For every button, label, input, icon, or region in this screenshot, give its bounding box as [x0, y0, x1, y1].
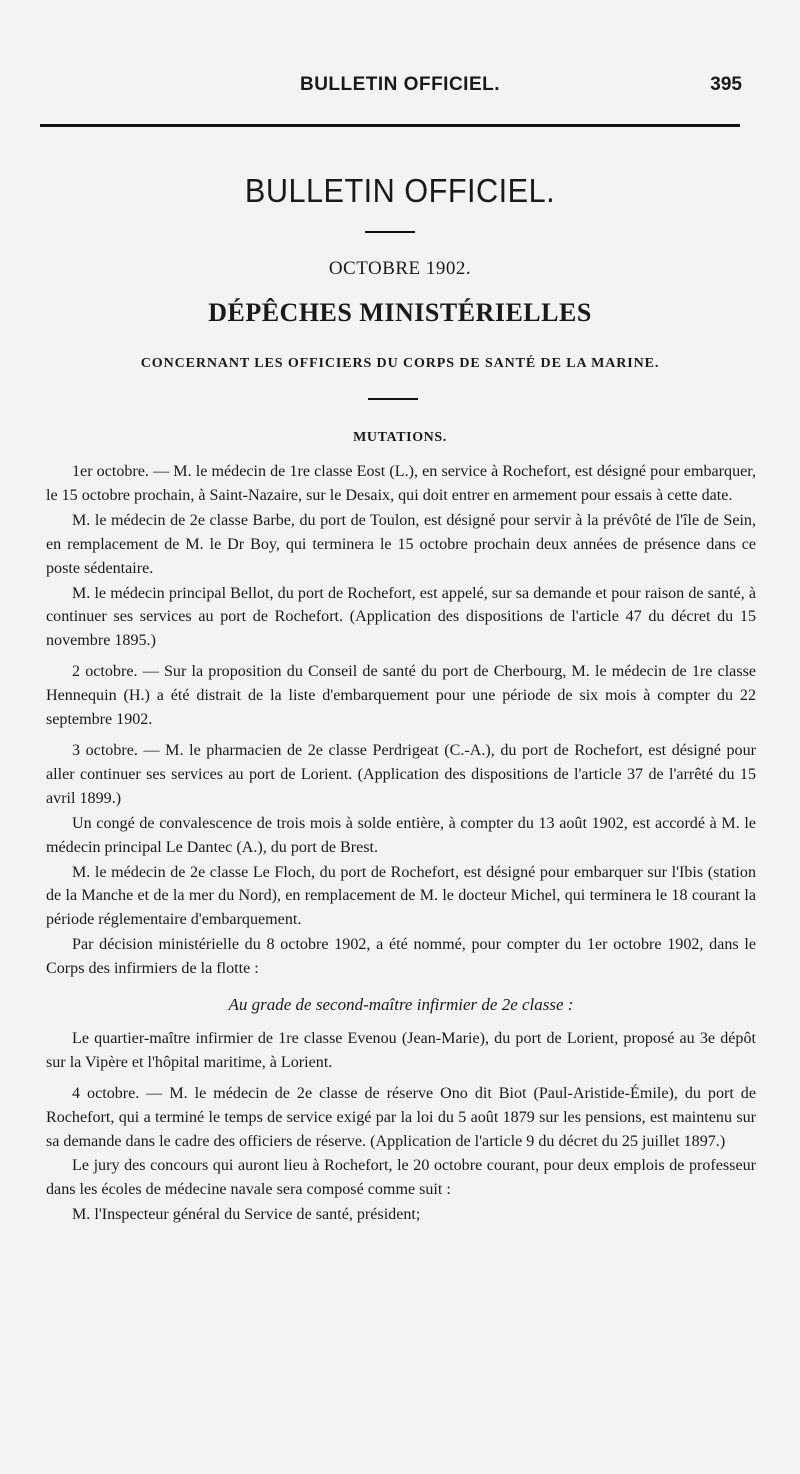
- bulletin-title: BULLETIN OFFICIEL.: [244, 172, 556, 209]
- paragraph: 3 octobre. — M. le pharmacien de 2e classe Perdrigeat (C.-A.), du port de Rochefort, est désigné pour aller continuer ses services au port de Lorient. (Application des dispositions de l'article 37 de l'arrêté du 15 avril 1899.): [46, 741, 756, 807]
- document-body: [46, 460, 756, 1228]
- paragraph: Un congé de convalescence de trois mois à solde entière, à compter du 13 août 1902, est accordé à M. le médecin principal Le Dantec (A.), du port de Brest.: [46, 814, 756, 856]
- paragraph: 2 octobre. — Sur la proposition du Conseil de santé du port de Cherbourg, M. le médecin de 1re classe Hennequin (H.) a été distrait de la liste d'embarquement pour une période de six mois à compter du 22 septembre 1902.: [46, 663, 756, 729]
- paragraph: 4 octobre. — M. le médecin de 2e classe de réserve Ono dit Biot (Paul-Aristide-Émile), du port de Rochefort, qui a terminé le temps de service exigé par la loi du 5 août 1879 sur les pensions, est maintenu sur sa demande dans le cadre des officiers de réserve. (Application de l'article 9 du décret du 25 juillet 1897.): [46, 1084, 756, 1150]
- month-heading: OCTOBRE 1902.: [328, 258, 472, 279]
- paragraph: M. le médecin de 2e classe Le Floch, du port de Rochefort, est désigné pour embarquer sur l'Ibis (station de la Manche et de la mer du Nord), en remplacement de M. le docteur Michel, qui terminera le 18 courant la période réglementaire d'embarquement.: [46, 863, 756, 929]
- paragraph: 1er octobre. — M. le médecin de 1re classe Eost (L.), en service à Rochefort, est désigné pour embarquer, le 15 octobre prochain, à Saint-Nazaire, sur le Desaix, qui doit entrer en armement pour essais à cette date.: [46, 463, 756, 504]
- paragraph: M. le médecin principal Bellot, du port de Rochefort, est appelé, sur sa demande et pour raison de santé, à continuer ses services au port de Rochefort. (Application des dispositions de l'article 47 du décret du 15 novembre 1895.): [46, 584, 756, 650]
- paragraph: M. l'Inspecteur général du Service de santé, président;: [72, 1206, 421, 1224]
- running-header-title: BULLETIN OFFICIEL.: [299, 74, 501, 95]
- depeches-heading: DÉPÊCHES MINISTÉRIELLES: [208, 298, 592, 327]
- subheading: CONCERNANT LES OFFICIERS DU CORPS DE SANTÉ DE LA MARINE.: [140, 356, 660, 371]
- section-title: MUTATIONS.: [353, 430, 447, 445]
- paragraph: M. le médecin de 2e classe Barbe, du port de Toulon, est désigné pour servir à la prévôté de l'île de Sein, en remplacement de M. le Dr Boy, qui terminera le 15 octobre prochain deux années de présence dans ce poste sédentaire.: [46, 511, 756, 577]
- section-divider: [368, 398, 418, 400]
- paragraph: Le jury des concours qui auront lieu à Rochefort, le 20 octobre courant, pour deux emplois de professeur dans les écoles de médecine navale sera composé comme suit :: [46, 1157, 756, 1199]
- paragraph: Par décision ministérielle du 8 octobre 1902, a été nommé, pour compter du 1er octobre 1902, dans le Corps des infirmiers de la flotte :: [46, 936, 756, 978]
- paragraph: Le quartier-maître infirmier de 1re classe Evenou (Jean-Marie), du port de Lorient, proposé au 3e dépôt sur la Vipère et l'hôpital maritime, à Lorient.: [46, 1029, 756, 1071]
- page-number: 395: [710, 74, 742, 95]
- header-rule: [40, 124, 740, 127]
- title-divider: [365, 231, 415, 233]
- grade-subheading: Au grade de second-maître infirmier de 2e classe :: [228, 995, 574, 1015]
